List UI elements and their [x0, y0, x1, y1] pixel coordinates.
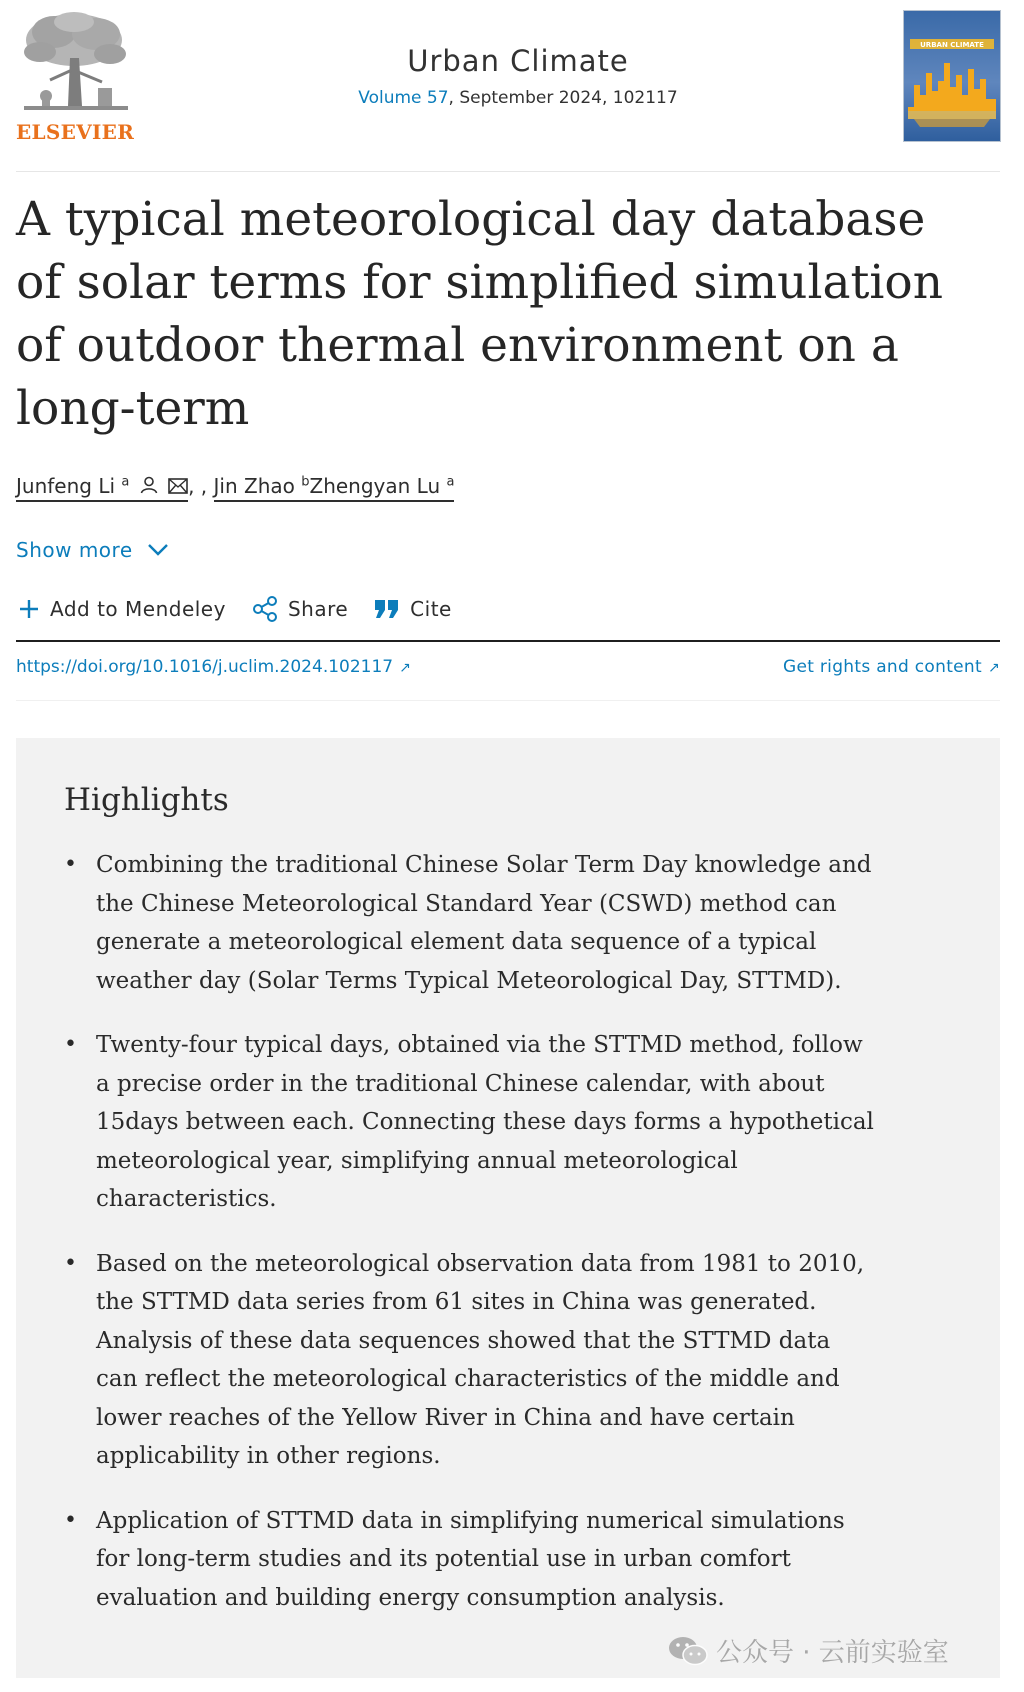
article-header [0, 0, 1024, 172]
highlight-text: Based on the meteorological observation data from 1981 to 2010, the STTMD data series from 61 sites in China was generated. Analysis of these data sequences showed that the STTMD data can reflect the meteorological characteristics of the middle and lower reaches of the Yellow River in China and have certain applicability in other regions. [96, 1250, 865, 1469]
wechat-watermark [668, 1632, 949, 1669]
author-jin-zhao-zhengyan-lu[interactable] [214, 474, 455, 502]
share-button[interactable] [252, 596, 348, 622]
highlight-item [64, 1502, 876, 1618]
highlight-text: Twenty-four typical days, obtained via the STTMD method, follow a precise order in the traditional Chinese calendar, with about 15days between each. Connecting these days forms a hypothetical meteorological year, simplifying annual meteorological characteristics. [96, 1032, 874, 1212]
highlights-section [16, 738, 1000, 1678]
highlight-item [64, 1026, 876, 1219]
plus-icon [18, 598, 40, 620]
external-link-icon: ↗ [399, 660, 411, 676]
issue-info: , September 2024, 102117 [448, 88, 678, 108]
add-to-mendeley-button[interactable] [18, 597, 226, 621]
quote-icon [374, 599, 400, 619]
mendeley-label: Add to Mendeley [50, 597, 226, 621]
author-name: Junfeng Li [16, 474, 116, 498]
affiliation-marker: b [301, 474, 310, 490]
watermark-text: 公众号 · 云前实验室 [716, 1638, 949, 1668]
elsevier-tree-icon [16, 10, 134, 118]
journal-cover[interactable] [903, 10, 1001, 142]
bullet-icon: • [64, 1032, 77, 1057]
highlights-heading: Highlights [64, 782, 229, 818]
affiliation-marker: a [121, 474, 130, 490]
rights-text: Get rights and content [782, 657, 982, 677]
show-more-button[interactable] [16, 538, 169, 562]
author-name: Jin Zhao [213, 474, 295, 498]
journal-title-link[interactable]: Urban Climate [407, 44, 629, 78]
doi-divider [16, 700, 1000, 701]
highlight-text: Application of STTMD data in simplifying numerical simulations for long-term studies and its potential use in urban comfort evaluation and building energy consumption analysis. [96, 1507, 845, 1611]
publisher-name: ELSEVIER [16, 120, 135, 144]
elsevier-logo[interactable] [16, 10, 134, 146]
share-label: Share [287, 597, 349, 621]
article-title: A typical meteorological day database of solar terms for simplified simulation of outdoor thermal environment on a long-term [16, 192, 943, 436]
header-divider [16, 171, 1000, 172]
get-rights-link[interactable] [783, 657, 1000, 677]
cite-button[interactable] [374, 597, 452, 621]
mail-icon [168, 478, 188, 494]
journal-cover-image [904, 11, 1000, 141]
actions-divider [16, 640, 1000, 642]
bullet-icon: • [64, 1250, 77, 1276]
journal-info [280, 44, 756, 108]
journal-meta [280, 88, 756, 108]
share-icon [252, 596, 278, 622]
cite-label: Cite [410, 597, 452, 621]
author-junfeng-li[interactable] [16, 474, 188, 502]
external-link-icon: ↗ [987, 660, 1000, 676]
volume-link[interactable]: Volume 57 [358, 88, 449, 108]
show-more-label: Show more [16, 538, 133, 562]
wechat-icon [668, 1635, 708, 1667]
highlight-item [64, 846, 876, 1000]
doi-text: https://doi.org/10.1016/j.uclim.2024.102117 [16, 657, 394, 677]
highlight-item [64, 1245, 876, 1476]
article-actions [18, 596, 478, 622]
doi-link[interactable] [16, 657, 411, 677]
bullet-icon: • [64, 852, 77, 877]
highlight-text: Combining the traditional Chinese Solar Term Day knowledge and the Chinese Meteorological Standard Year (CSWD) method can generate a meteorological element data sequence of a typical weather day (Solar Terms Typical Meteorological Day, STTMD). [96, 852, 872, 994]
highlights-list [64, 846, 876, 1643]
person-icon [140, 476, 158, 494]
bullet-icon: • [64, 1507, 77, 1533]
author-separator: , , [188, 474, 208, 498]
affiliation-marker: a [446, 474, 455, 490]
cover-title: URBAN CLIMATE [920, 41, 984, 49]
author-name: Zhengyan Lu [309, 474, 441, 498]
chevron-down-icon [147, 543, 169, 557]
author-list [16, 474, 454, 498]
